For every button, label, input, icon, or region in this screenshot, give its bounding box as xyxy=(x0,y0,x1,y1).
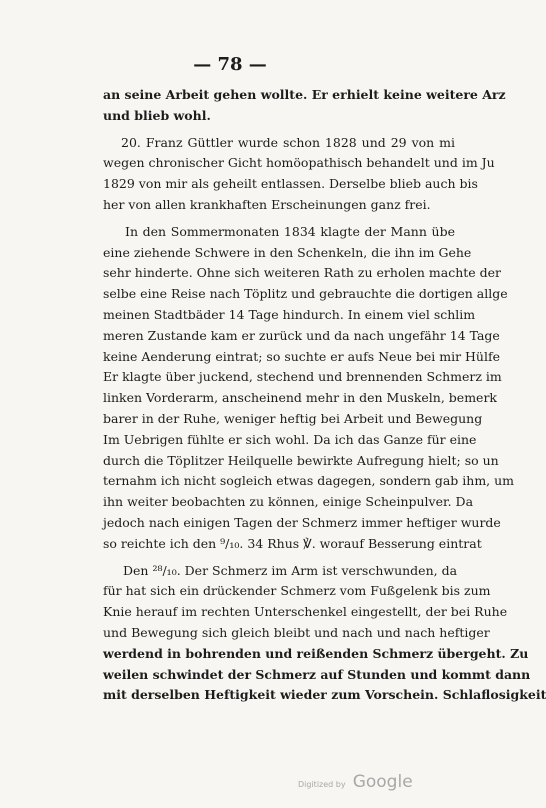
text-line: ihn weiter beobachten zu können, einige Scheinpulver. Da xyxy=(103,494,474,510)
text-line: wegen chronischer Gicht homöopathisch behandelt und im Ju xyxy=(103,155,495,171)
text-line: für hat sich ein drückender Schmerz vom Fußgelenk bis zum xyxy=(103,583,491,599)
text-line: und Bewegung sich gleich bleibt und nach und nach heftiger xyxy=(103,624,490,640)
text-line: meinen Stadtbäder 14 Tage hindurch. In einem viel schlim xyxy=(103,306,476,322)
paragraph-20-start: 20. Franz Güttler wurde schon 1828 und 29 von mi xyxy=(121,134,455,150)
text-line: barer in der Ruhe, weniger heftig bei Arbeit und Bewegung xyxy=(103,410,483,426)
text-line: meren Zustande kam er zurück und da nach ungefähr 14 Tage xyxy=(103,327,500,343)
text-line: selbe eine Reise nach Töplitz und gebrauchte die dortigen allge xyxy=(103,286,508,302)
text-line: eine ziehende Schwere in den Schenkeln, die ihn im Gehe xyxy=(103,244,472,260)
text-line: keine Aenderung eintrat; so suchte er aufs Neue bei mir Hülfe xyxy=(103,348,501,364)
text-line: jedoch nach einigen Tagen der Schmerz immer heftiger wurde xyxy=(103,514,501,530)
text-line: weilen schwindet der Schmerz auf Stunden und kommt dann xyxy=(103,666,531,682)
text-line: mit derselben Heftigkeit wieder zum Vorschein. Schlaflosigkeit xyxy=(103,687,546,703)
paragraph-start: In den Sommermonaten 1834 klagte der Mann übe xyxy=(125,223,455,239)
digitized-watermark xyxy=(298,772,413,792)
page-number: — 78 — xyxy=(193,54,267,75)
text-line: so reichte ich den ⁹/₁₀. 34 Rhus ℣. worauf Besserung eintrat xyxy=(103,535,482,551)
text-line: sehr hinderte. Ohne sich weiteren Rath zu erholen machte der xyxy=(103,265,502,281)
text-line: Im Uebrigen fühlte er sich wohl. Da ich das Ganze für eine xyxy=(103,431,477,447)
text-line: werdend in bohrenden und reißenden Schmerz übergeht. Zu xyxy=(103,645,529,661)
text-line: ternahm ich nicht sogleich etwas dagegen, sondern gab ihm, um xyxy=(103,473,515,489)
text-line: Knie herauf im rechten Unterschenkel eingestellt, der bei Ruhe xyxy=(103,604,508,620)
text-line: Er klagte über juckend, stechend und brennenden Schmerz im xyxy=(103,369,502,385)
text-line: durch die Töplitzer Heilquelle bewirkte Aufregung hielt; so un xyxy=(103,452,499,468)
text-line: her von allen krankhaften Erscheinungen ganz frei. xyxy=(103,196,431,212)
text-line: und blieb wohl. xyxy=(103,107,211,123)
watermark-brand: Google xyxy=(352,772,413,792)
paragraph-start: Den ²⁸/₁₀. Der Schmerz im Arm ist verschwunden, da xyxy=(123,562,458,578)
body-text xyxy=(103,85,546,706)
text-line: an seine Arbeit gehen wollte. Er erhielt keine weitere Arz xyxy=(103,87,506,102)
text-line: 1829 von mir als geheilt entlassen. Derselbe blieb auch bis xyxy=(103,176,478,192)
watermark-prefix: Digitized by xyxy=(298,780,346,789)
text-line: linken Vorderarm, anscheinend mehr in den Muskeln, bemerk xyxy=(103,390,497,406)
